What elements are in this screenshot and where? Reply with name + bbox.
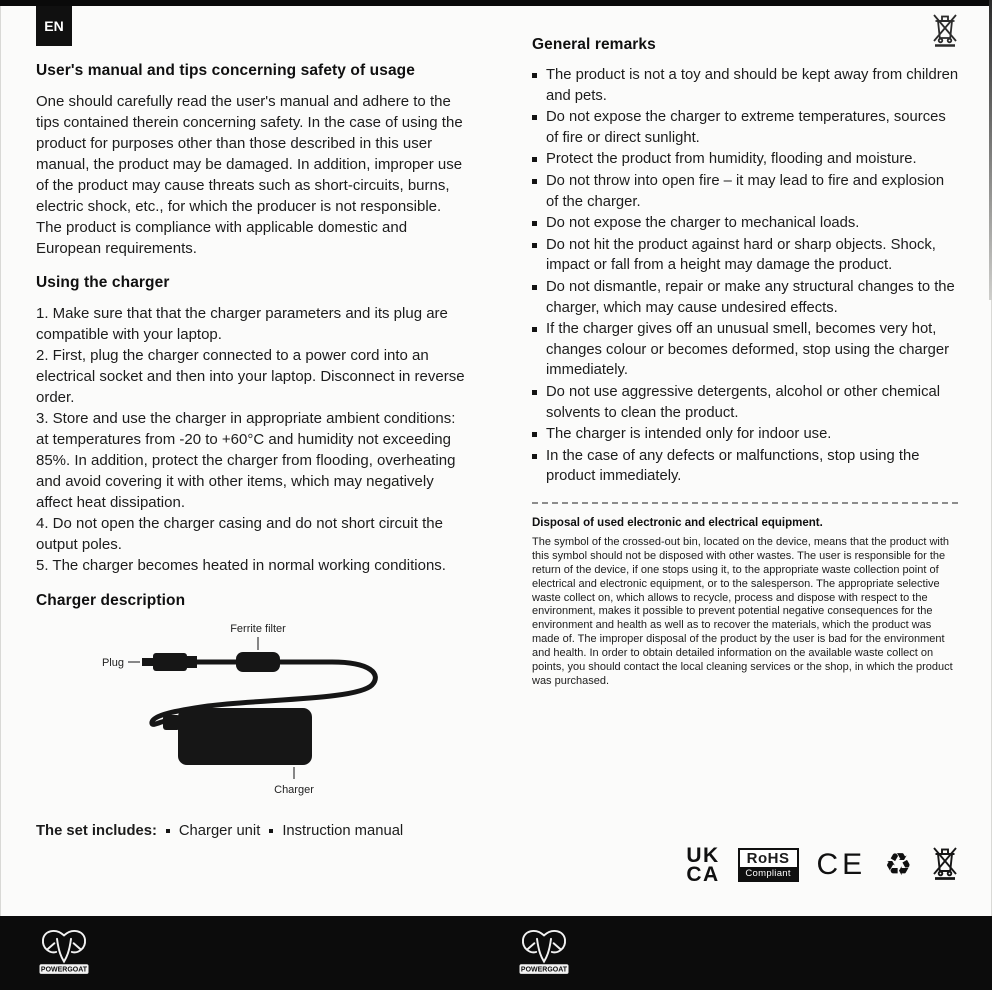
bullet-square xyxy=(532,454,537,459)
remark-item xyxy=(532,235,960,276)
disposal-text: The symbol of the crossed-out bin, located on the device, means that the product with this symbol should not be disposed with other wastes. The user is responsible for the return of the device, if one stops using it, to the appropriate waste collection point of electrical and electronic equipment, or to the salesperson. The appropriate selective waste collect on, which allows to recycle, process and dispose with respect to the environment, makes it possible to prevent potential negative consequences for the environment and health as well as to recover the materials, which the product was made of. The improper disposal of the product by the user is bad for the environment and health. In order to obtain detailed information on the available waste collect on points, you should contact the local cleaning services or the shop, in which the product was purchased. xyxy=(532,535,953,687)
bullet-square xyxy=(532,285,537,290)
bullet-square xyxy=(532,432,537,437)
bullet-square xyxy=(532,390,537,395)
language-badge-label: EN xyxy=(44,18,64,34)
remark-item xyxy=(532,213,960,234)
disposal-heading: Disposal of used electronic and electrical equipment. xyxy=(532,516,823,529)
manual-intro: One should carefully read the user's manual and adhere to the tips contained therein concerning safety. In the case of using the product for purposes other than those described in this user manual, the product may be damaged. In addition, improper use of the product may cause threats such as short-circuits, burns, electric shock, etc., for which the producer is not responsible. The product is compliance with applicable domestic and European requirements. xyxy=(36,93,463,257)
plug-label: Plug xyxy=(101,657,124,669)
remark-item xyxy=(532,149,960,170)
set-item: Instruction manual xyxy=(282,823,404,839)
language-badge xyxy=(36,6,72,46)
remark-item xyxy=(532,319,960,381)
bullet-square xyxy=(532,327,537,332)
remark-text: In the case of any defects or malfunctions, stop using the product immediately. xyxy=(546,447,920,485)
top-black-strip xyxy=(0,0,992,6)
remark-text: If the charger gives off an unusual smell, becomes very hot, changes colour or becomes deformed, stop using the charger immediately. xyxy=(546,321,950,379)
remark-text: Do not expose the charger to mechanical loads. xyxy=(546,215,860,232)
plug-neck xyxy=(186,656,197,668)
rohs-mark xyxy=(738,848,799,882)
dashed-divider xyxy=(532,502,958,504)
remark-text: Do not throw into open fire – it may lead to fire and explosion of the charger. xyxy=(546,172,945,210)
remark-text: Protect the product from humidity, flooding and moisture. xyxy=(546,151,917,168)
usage-step: 1. Make sure that that the charger parameters and its plug are compatible with your laptop. xyxy=(36,305,448,343)
plug-body xyxy=(153,653,187,671)
ferrite-filter xyxy=(236,652,280,672)
set-item: Charger unit xyxy=(178,823,261,839)
general-remarks-list xyxy=(532,65,960,487)
remark-text: Do not hit the product against hard or sharp objects. Shock, impact or fall from a height may damage the product. xyxy=(546,236,936,274)
usage-step: 5. The charger becomes heated in normal working conditions. xyxy=(36,557,446,574)
powergoat-logo xyxy=(36,925,92,984)
remark-item xyxy=(532,65,960,106)
bullet-square xyxy=(532,73,537,78)
bullet-square xyxy=(532,179,537,184)
remark-item xyxy=(532,107,960,148)
remark-item xyxy=(532,277,960,318)
remark-text: The charger is intended only for indoor use. xyxy=(546,426,832,443)
ukca-mark xyxy=(686,843,720,886)
charger-description-heading: Charger description xyxy=(36,592,186,609)
remark-item xyxy=(532,382,960,423)
usage-step: 2. First, plug the charger connected to a power cord into an electrical socket and then into your laptop. Disconnect in reverse order. xyxy=(36,347,465,406)
plug-tip xyxy=(142,658,154,666)
ukca-top: UK xyxy=(686,843,720,867)
remark-item xyxy=(532,446,960,487)
bullet-square xyxy=(532,243,537,248)
set-includes-row xyxy=(36,823,468,839)
ce-mark: CE xyxy=(816,847,867,881)
footer-band xyxy=(0,916,992,990)
general-remarks-heading: General remarks xyxy=(532,36,656,53)
bullet-square xyxy=(532,115,537,120)
rohs-compliant-label: Compliant xyxy=(740,867,797,880)
remark-text: Do not use aggressive detergents, alcohol or other chemical solvents to clean the product. xyxy=(546,383,940,421)
weee-bin-icon xyxy=(930,843,960,886)
compliance-marks xyxy=(532,843,960,886)
bullet-square xyxy=(532,221,537,226)
usage-steps xyxy=(36,303,468,576)
remark-item xyxy=(532,171,960,212)
ukca-bottom: CA xyxy=(686,862,720,886)
set-includes-label: The set includes: xyxy=(36,823,157,839)
brand-text: POWERGOAT xyxy=(40,966,88,974)
bullet-square xyxy=(166,829,170,833)
brand-text: POWERGOAT xyxy=(520,966,568,974)
recycle-icon: ♻ xyxy=(884,847,912,882)
manual-title: User's manual and tips concerning safety of usage xyxy=(36,62,415,79)
remark-text: Do not expose the charger to extreme temperatures, sources of fire or direct sunlight. xyxy=(546,109,946,146)
left-column xyxy=(36,62,468,839)
using-charger-heading: Using the charger xyxy=(36,274,170,291)
usage-step: 3. Store and use the charger in appropriate ambient conditions: at temperatures from -20 to +60°C and humidity not exceeding 85%. In addition, protect the charger from flooding, overheating and avoid covering it with other items, which may negatively affect heat dissipation. xyxy=(36,410,456,511)
strain-relief xyxy=(163,715,180,730)
remark-item xyxy=(532,424,960,445)
remark-text: The product is not a toy and should be kept away from children and pets. xyxy=(546,67,959,104)
right-column xyxy=(532,36,960,689)
charger-body xyxy=(178,708,312,765)
charger-diagram xyxy=(36,616,468,809)
usage-step: 4. Do not open the charger casing and do not short circuit the output poles. xyxy=(36,515,443,553)
bullet-square xyxy=(532,157,537,162)
ferrite-filter-label: Ferrite filter xyxy=(230,623,286,635)
bullet-square xyxy=(269,829,273,833)
remark-text: Do not dismantle, repair or make any structural changes to the charger, which may cause undesired effects. xyxy=(546,278,955,316)
rohs-label: RoHS xyxy=(746,849,790,867)
charger-label: Charger xyxy=(274,784,314,796)
powergoat-logo xyxy=(516,925,572,984)
